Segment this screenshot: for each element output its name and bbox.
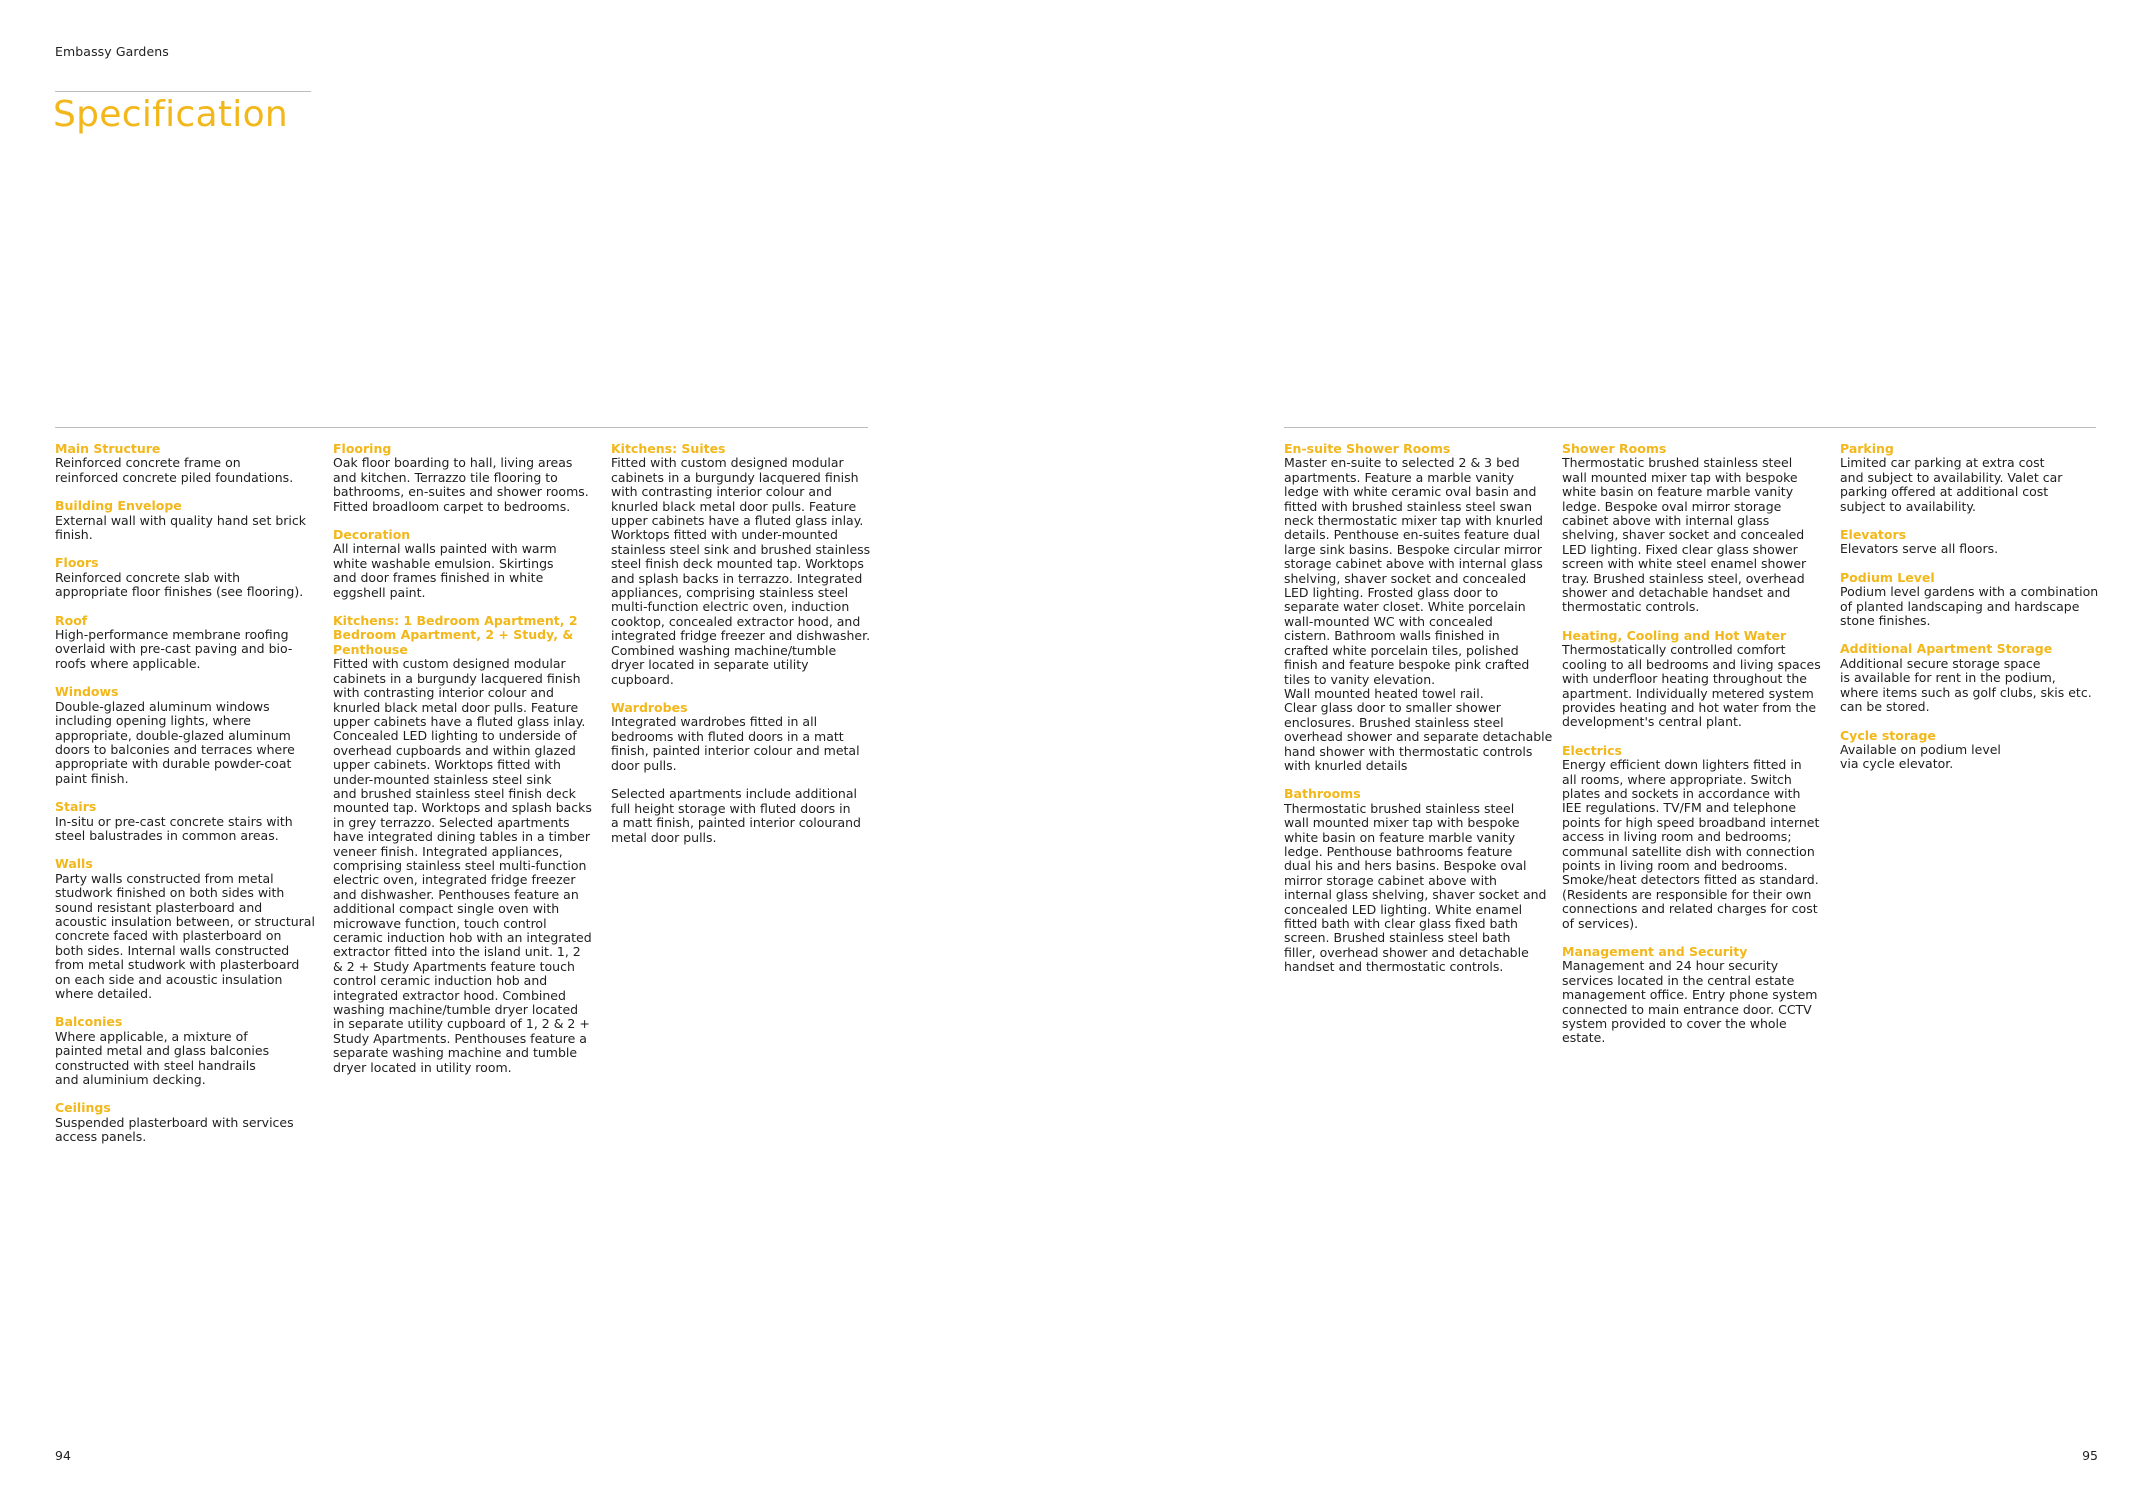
spec-heading: Windows [55, 684, 119, 700]
spec-section [55, 1101, 325, 1144]
spec-heading: Parking [1840, 441, 1894, 456]
spec-body: Suspended plasterboard with services access panels. [55, 1114, 294, 1145]
spec-heading: Decoration [333, 527, 411, 543]
page-title: Specification [53, 94, 289, 135]
spec-heading: Walls [55, 856, 93, 872]
spec-column [1840, 442, 2110, 786]
spec-section [611, 701, 881, 845]
spec-body: Additional secure storage space is available for rent in the podium, where items such as golf clubs, skis etc. can be stored. [1840, 655, 2092, 715]
spec-body: Management and 24 hour security services located in the central estate management office. Entry phone system connected to main entrance door. CCTV system provided to cover the whole estate. [1562, 958, 1818, 1046]
spec-body: Fitted with custom designed modular cabinets in a burgundy lacquered finish with contrasting interior colour and knurled black metal door pulls. Feature upper cabinets have a fluted glass inlay. Worktops fitted with under-mounted stainless steel sink and brushed stainless steel finish deck mounted tap. Worktops and splash backs in terrazzo. Integrated appliances, comprising stainless steel multi-function electric oven, induction cooktop, concealed extractor hood, and integrated fridge freezer and dishwasher. Combined washing machine/tumble dryer located in separate utility cupboard. [611, 455, 871, 687]
spec-section [55, 499, 325, 542]
spec-body: Thermostatic brushed stainless steel wall mounted mixer tap with bespoke white basin on feature marble vanity ledge. Penthouse bathrooms feature dual his and hers basins. Bespoke oval mirror storage cabinet above with internal glass shelving, shaver socket and concealed LED lighting. White enamel fitted bath with clear glass fixed bath screen. Brushed stainless steel bath filler, overhead shower and detachable handset and thermostatic controls. [1284, 800, 1547, 975]
spec-heading: Wardrobes [611, 699, 688, 715]
spec-section [611, 442, 881, 687]
spec-body: Energy efficient down lighters fitted in all rooms, where appropriate. Switch plates and sockets in accordance with IEE regulations. TV/FM and telephone points for high speed broadband internet access in living room and bedrooms; communal satellite dish with connection points in living room and bedrooms. Smoke/heat detectors fitted as standard. (Residents are responsible for their own connections and related charges for cost of services). [1562, 757, 1820, 931]
spec-body: Elevators serve all floors. [1840, 541, 1999, 557]
spec-section [55, 857, 325, 1001]
spec-heading: Balconies [55, 1014, 123, 1030]
spec-body: Thermostatically controlled comfort cooling to all bedrooms and living spaces with underfloor heating throughout the apartment. Individually metered system provides heating and hot water from the development's central plant. [1562, 642, 1821, 730]
spec-heading: Podium Level [1840, 569, 1935, 585]
spec-heading: Building Envelope [55, 498, 182, 514]
spec-body: Oak floor boarding to hall, living areas and kitchen. Terrazzo tile flooring to bathrooms, en-suites and shower rooms. Fitted broadloom carpet to bedrooms. [333, 455, 589, 514]
spec-body: Reinforced concrete slab with appropriate floor finishes (see flooring). [55, 569, 304, 600]
brand-name: Embassy Gardens [55, 44, 169, 59]
right-divider [1284, 427, 2096, 428]
spec-heading: Stairs [55, 799, 97, 815]
spec-column [1284, 442, 1554, 989]
spec-body: Reinforced concrete frame on reinforced concrete piled foundations. [55, 455, 294, 485]
spec-body: Available on podium level via cycle elevator. [1840, 741, 2001, 772]
spec-column [611, 442, 881, 859]
spec-body: Double-glazed aluminum windows including opening lights, where appropriate, double-glazed aluminum doors to balconies and terraces where appropriate with durable powder-coat paint finish. [55, 698, 295, 786]
spec-section [1284, 442, 1554, 773]
spec-section [333, 528, 603, 600]
spec-section [55, 1015, 325, 1087]
spec-body: Master en-suite to selected 2 & 3 bed apartments. Feature a marble vanity ledge with white ceramic oval basin and fitted with brushed stainless steel swan neck thermostatic mixer tap with knurled details. Penthouse en-suites feature dual large sink basins. Bespoke circular mirror storage cabinet above with internal glass shelving, shaver socket and concealed LED lighting. Frosted glass door to separate water closet. White porcelain wall-mounted WC with concealed cistern. Bathroom walls finished in crafted white porcelain tiles, polished finish and feature bespoke pink crafted tiles to vanity elevation. Wall mounted heated towel rail. Clear glass door to smaller shower enclosures. Brushed stainless steel overhead shower and separate detachable hand shower with thermostatic controls with knurled details [1284, 455, 1553, 773]
spec-section [1562, 945, 1832, 1046]
spec-heading: Ceilings [55, 1100, 111, 1116]
spec-heading: Roof [55, 612, 88, 628]
spec-section [55, 614, 325, 672]
spec-heading: Kitchens: 1 Bedroom Apartment, 2 Bedroom Apartment, 2 + Study, & Penthouse [333, 613, 578, 657]
title-divider [55, 91, 311, 92]
spec-column [1562, 442, 1832, 1060]
spec-body: Podium level gardens with a combination of planted landscaping and hardscape stone finishes. [1840, 584, 2099, 629]
spec-section [1840, 442, 2110, 514]
spec-heading: Elevators [1840, 527, 1907, 543]
page-number-right: 95 [2082, 1448, 2098, 1463]
spec-body: External wall with quality hand set brick finish. [55, 512, 307, 543]
spec-body: All internal walls painted with warm white washable emulsion. Skirtings and door frames finished in white eggshell paint. [333, 541, 557, 600]
spec-body: Where applicable, a mixture of painted metal and glass balconies constructed with steel handrails and aluminium decking. [55, 1028, 270, 1088]
spec-section [1562, 744, 1832, 931]
spec-section [55, 442, 325, 485]
spec-body: In-situ or pre-cast concrete stairs with steel balustrades in common areas. [55, 813, 293, 843]
spec-section [1284, 787, 1554, 974]
spec-body: Limited car parking at extra cost and subject to availability. Valet car parking offered at additional cost subject to availability. [1840, 455, 2063, 514]
left-divider [55, 427, 868, 428]
spec-heading: Shower Rooms [1562, 441, 1667, 456]
spec-body: Thermostatic brushed stainless steel wall mounted mixer tap with bespoke white basin on feature marble vanity ledge. Bespoke oval mirror storage cabinet above with internal glass shelving, shaver socket and concealed LED lighting. Fixed clear glass shower screen with white steel enamel shower tray. Brushed stainless steel, overhead shower and detachable handset and thermostatic controls. [1562, 455, 1807, 615]
spec-section [55, 800, 325, 843]
spec-heading: Heating, Cooling and Hot Water [1562, 627, 1787, 643]
spec-heading: Additional Apartment Storage [1840, 641, 2053, 657]
spec-body: Fitted with custom designed modular cabinets in a burgundy lacquered finish with contrasting interior colour and knurled black metal door pulls. Feature upper cabinets have a fluted glass inlay. Concealed LED lighting to underside of overhead cupboards and within glazed upper cabinets. Worktops fitted with under-mounted stainless steel sink and brushed stainless steel finish deck mounted tap. Worktops and splash backs in grey terrazzo. Selected apartments have integrated dining tables in a timber veneer finish. Integrated appliances, comprising stainless steel multi-function electric oven, integrated fridge freezer and dishwasher. Penthouses feature an additional compact single oven with microwave function, touch control ceramic induction hob with an integrated extractor fitted into the island unit. 1, 2 & 2 + Study Apartments feature touch control ceramic induction hob and integrated extractor hood. Combined washing machine/tumble dryer located in separate utility cupboard of 1, 2 & 2 + Study Apartments. Penthouses feature a separate washing machine and tumble dryer located in utility room. [333, 656, 592, 1075]
spec-heading: Kitchens: Suites [611, 441, 726, 456]
spec-heading: Cycle storage [1840, 727, 1936, 743]
spec-column [55, 442, 325, 1159]
spec-section [1562, 442, 1832, 615]
spec-section [333, 614, 603, 1075]
spec-section [333, 442, 603, 514]
spec-heading: Bathrooms [1284, 786, 1361, 802]
spec-body: High-performance membrane roofing overlaid with pre-cast paving and bio- roofs where applicable. [55, 627, 293, 671]
spec-column [333, 442, 603, 1089]
spec-body: Party walls constructed from metal studwork finished on both sides with sound resistant plasterboard and acoustic insulation between, or structural concrete faced with plasterboard on both sides. Internal walls constructed from metal studwork with plasterboard on each side and acoustic insulation where detailed. [55, 870, 315, 1001]
spec-section [55, 685, 325, 786]
spec-section [1840, 642, 2110, 714]
spec-heading: Management and Security [1562, 944, 1748, 959]
spec-heading: Electrics [1562, 742, 1622, 758]
spec-section [1562, 629, 1832, 730]
spec-section [55, 556, 325, 599]
spec-heading: Main Structure [55, 441, 161, 456]
spec-heading: Floors [55, 555, 99, 571]
spec-heading: Flooring [333, 441, 392, 456]
spec-section [1840, 571, 2110, 629]
spec-body: Integrated wardrobes fitted in all bedrooms with fluted doors in a matt finish, painted interior colour and metal door pulls. Selected apartments include additional full height storage with fluted doors in a matt finish, painted interior colourand metal door pulls. [611, 714, 861, 845]
page-number-left: 94 [55, 1448, 71, 1463]
spec-section [1840, 729, 2110, 772]
spec-heading: En-suite Shower Rooms [1284, 441, 1451, 456]
spec-section [1840, 528, 2110, 557]
